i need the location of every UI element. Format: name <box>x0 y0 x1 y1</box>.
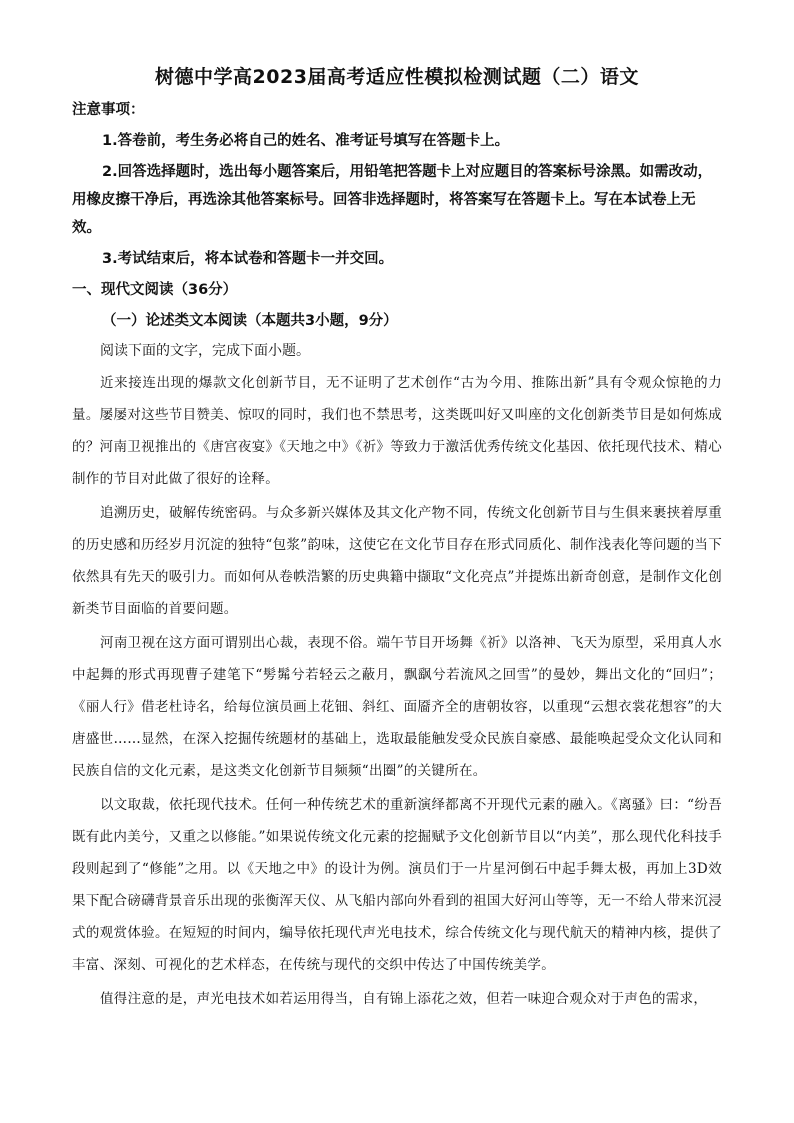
subsection-heading: （一）论述类文本阅读（本题共3小题，9分） <box>102 313 398 329</box>
reading-instruction: 阅读下面的文字，完成下面小题。 <box>100 343 310 359</box>
exam-title: 树德中学高2023届高考适应性模拟检测试题（二）语文 <box>155 66 639 88</box>
notice-item-2: 2.回答选择题时，选出每小题答案后，用铅笔把答题卡上对应题目的答案标号涂黑。如需改动，用橡皮擦干净后，再选涂其他答案标号。回答非选择题时，将答案写在答题卡上。写在本试卷上无效。 <box>72 164 713 236</box>
notice-heading: 注意事项： <box>72 102 145 118</box>
passage-paragraph-4: 以文取裁，依托现代技术。任何一种传统艺术的重新演绎都离不开现代元素的融入。《离骚》曰：“纷吾既有此内美兮，又重之以修能。”如果说传统文化元素的挖掘赋予文化创新节目以“内美”，那么现代化科技手段则起到了“修能”之用。以《天地之中》的设计为例。演员们于一片星河倒石中起手舞太极，再加上3D效果下配合磅礴背景音乐出现的张衡浑天仪、从飞船内部向外看到的祖国大好河山等等，无一不给人带来沉浸式的观赏体验。在短短的时间内，编导依托现代声光电技术，综合传统文化与现代航天的精神内核，提供了丰富、深刻、可视化的艺术样态，在传统与现代的交织中传达了中国传统美学。 <box>72 797 722 973</box>
passage-paragraph-1: 近来接连出现的爆款文化创新节目，无不证明了艺术创作“古为今用、推陈出新”具有令观众惊艳的力量。屡屡对这些节目赞美、惊叹的同时，我们也不禁思考，这类既叫好又叫座的文化创新类节目是如何炼成的？河南卫视推出的《唐宫夜宴》《天地之中》《祈》等致力于激活优秀传统文化基因、依托现代技术、精心制作的节目对此做了很好的诠释。 <box>72 375 722 487</box>
notice-item-3: 3.考试结束后，将本试卷和答题卡一并交回。 <box>102 251 394 267</box>
passage-paragraph-2: 追溯历史，破解传统密码。与众多新兴媒体及其文化产物不同，传统文化创新节目与生俱来裹挟着厚重的历史感和历经岁月沉淀的独特“包浆”韵味，这使它在文化节目存在形式同质化、制作浅表化等问题的当下依然具有先天的吸引力。而如何从卷帙浩繁的历史典籍中撷取“文化亮点”并提炼出新奇创意，是制作文化创新类节目面临的首要问题。 <box>72 505 722 617</box>
notice-block <box>72 96 722 273</box>
passage-paragraph-3: 河南卫视在这方面可谓别出心裁，表现不俗。端午节目开场舞《祈》以洛神、飞天为原型，采用真人水中起舞的形式再现曹子建笔下“髣髴兮若轻云之蔽月，飘飖兮若流风之回雪”的曼妙，舞出文化的“回归”；《丽人行》借老杜诗名，给每位演员画上花钿、斜红、面靥齐全的唐朝妆容，以重现“云想衣裳花想容”的大唐盛世……显然，在深入挖掘传统题材的基础上，选取最能触发受众民族自豪感、最能唤起受众文化认同和民族自信的文化元素，是这类文化创新节目频频“出圈”的关键所在。 <box>72 635 722 779</box>
notice-item-1: 1.答卷前，考生务必将自己的姓名、准考证号填写在答题卡上。 <box>102 133 510 149</box>
section-heading: 一、现代文阅读（36分） <box>72 282 238 298</box>
exam-page <box>72 62 722 1015</box>
passage-paragraph-5: 值得注意的是，声光电技术如若运用得当，自有锦上添花之效，但若一味迎合观众对于声色的需求， <box>100 991 708 1007</box>
